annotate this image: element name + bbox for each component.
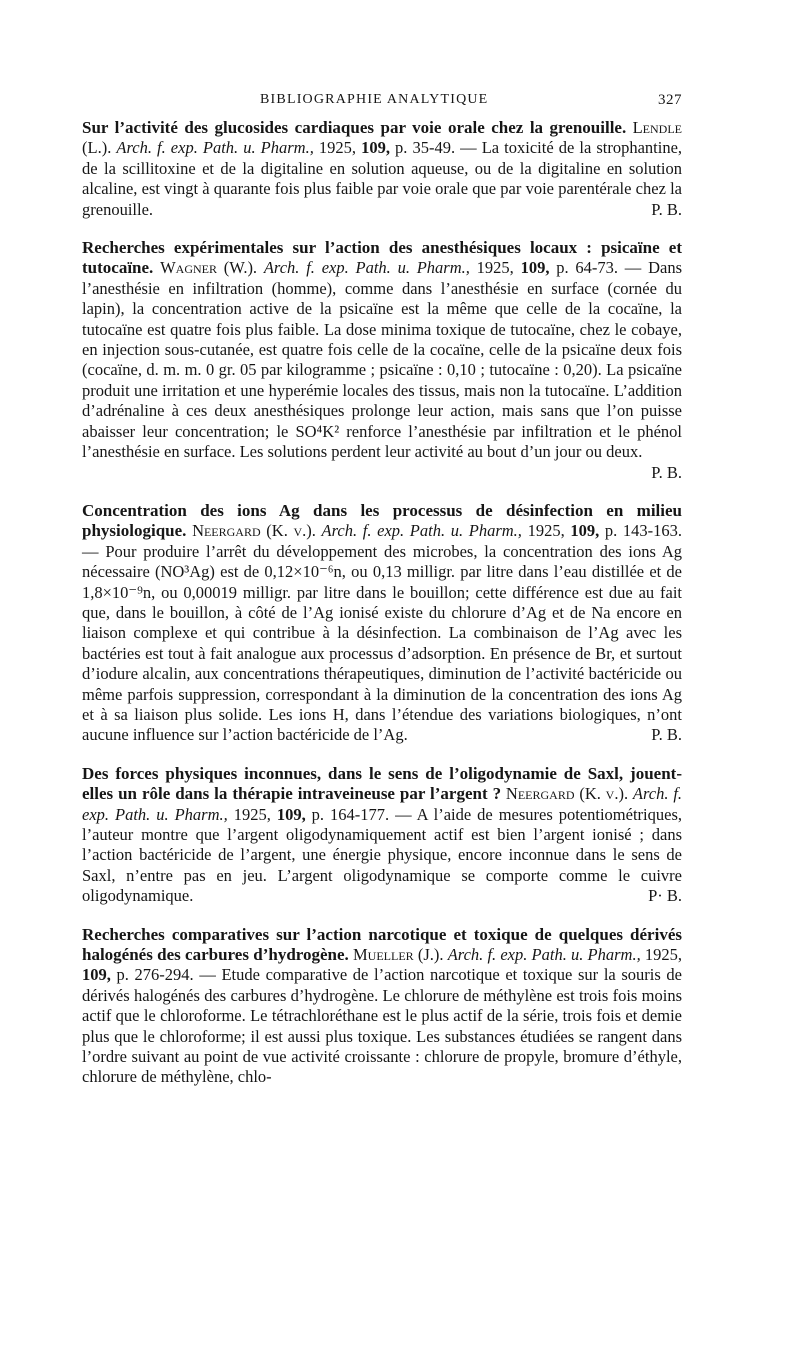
entry-journal: Arch. f. exp. Path. u. Pharm.,: [447, 945, 641, 965]
entry-author: Lendle (L.).: [82, 118, 682, 158]
entry-year: 1925,: [527, 521, 565, 541]
entry-body: — Pour produire l’arrêt du développement des microbes, la concentration des ions Ag nécessaire (NO³Ag) est de 0,12×10⁻⁶n, ou 0,13 milligr. par litre dans l’eau distillée et de 1,8×10⁻⁹n, ou 0,00019 milligr. par litre dans le bouillon; cette différence est due au fait que, dans le bouillon, à côté de l’Ag ionisé existe du chlorure d’Ag et de Na encore en liaison complexe et qui contribue à la désinfection. La combinaison de l’Ag avec les bactéries est tout à fait analogue aux processus d’adsorption. En présence de Br, et surtout d’iodure alcalin, aux concentrations thérapeutiques, diminution de l’activité bactéricide ou même parfois suppression, correspondant à la diminution de la concentration des ions Ag et à sa liaison plus solide. Les ions H, dans l’étendue des variations biologiques, n’ont aucune influence sur l’action bactéricide de l’Ag.: [82, 541, 682, 745]
entry-journal: Arch. f. exp. Path. u. Pharm.,: [321, 521, 522, 541]
entry-signature: P. B.: [651, 725, 682, 745]
entry-pages: p. 143-163.: [604, 521, 683, 541]
entry-year: 1925,: [233, 804, 271, 824]
running-head: [82, 92, 682, 118]
entry-title: Concentration des ions Ag dans les processus de désinfection en milieu physiologique.: [82, 500, 682, 541]
entry-pages: p. 64-73.: [556, 258, 619, 278]
entry-title: Recherches comparatives sur l’action narcotique et toxique de quelques dérivés halogénés des carbures d’hydrogène.: [82, 924, 682, 965]
entry-year: 1925,: [318, 138, 357, 158]
entry-volume: 109,: [520, 258, 550, 278]
entry-journal: Arch. f. exp. Path. u. Pharm.,: [116, 138, 314, 158]
abstract-entry-5: [82, 925, 682, 1088]
entry-title: Recherches expérimentales sur l’action des anesthésiques locaux : psicaïne et tutocaïne.: [82, 238, 682, 278]
abstract-entry-4: [82, 764, 682, 907]
abstract-entry-3: [82, 501, 682, 746]
entry-title: Des forces physiques inconnues, dans le sens de l’oligodynamie de Saxl, jouent-elles un rôle dans la thérapie intraveineuse par l’argent ?: [82, 763, 682, 804]
entry-body: — Etude comparative de l’action narcotique et toxique sur la souris de dérivés halogénés des carbures d’hydrogène. Le chlorure de méthylène est trois fois moins actif que le chloroforme. Le tétrachloréthane est le plus actif de la série, trois fois et demie plus que le chloroforme; il est aussi plus toxique. Les substances étudiées se rangent dans l’ordre suivant au point de vue activité croissante : chlorure de propyle, bromure d’éthyle, chlorure de méthylène, chlo-: [82, 965, 683, 1087]
entry-body: — La toxicité de la strophantine, de la scillitoxine et de la digitaline en solution aqueuse, ou de la digitaline en solution alcaline, est vingt à quarante fois plus faible par voie orale que par voie parentérale chez la grenouille.: [82, 138, 683, 219]
entry-signature: P. B.: [651, 199, 682, 219]
entry-journal: Arch. f. exp. Path. u. Pharm.,: [263, 258, 470, 278]
entry-body: — Dans l’anesthésie en infiltration (homme), comme dans l’anesthésie en surface (cornée du lapin), la concentration active de la psicaïne est la même que celle de la cocaïne, la tutocaïne est quatre fois plus faible. La dose minima toxique de tutocaïne, chez le cobaye, en injection sous-cutanée, est quatre fois celle de la cocaïne, celle de la psicaïne deux fois (cocaïne, d. m. m. 0 gr. 05 par kilogramme ; psicaïne : 0,10 ; tutocaïne : 0,20). La psicaïne produit une irritation et une hyperémie locales des tissus, mais non la tutocaïne. L’addition d’adrénaline à ces deux anesthésiques prolonge leur action, mais sans que l’on puisse abaisser leur concentration; le SO⁴K² renforce l’anesthésie par infiltration et le phénol l’anesthésie en surface. Les solutions perdent leur activité au bout d’un jour ou deux.: [82, 258, 682, 462]
entry-volume: 109,: [361, 138, 390, 158]
entry-author: Wagner (W.).: [160, 258, 258, 278]
abstract-entry-1: [82, 118, 682, 220]
running-title: BIBLIOGRAPHIE ANALYTIQUE: [260, 92, 489, 107]
entry-author: Neergard (K. v.).: [505, 784, 629, 804]
entry-journal: Arch. f. exp. Path. u. Pharm.,: [82, 784, 683, 824]
entry-volume: 109,: [570, 521, 600, 541]
entry-signature: P. B.: [651, 462, 682, 482]
entry-author: Neergard (K. v.).: [192, 521, 316, 541]
entry-volume: 109,: [82, 965, 111, 985]
page: [82, 92, 682, 1106]
entry-pages: p. 35-49.: [395, 138, 456, 158]
entry-author: Mueller (J.).: [353, 945, 444, 965]
entry-signature: P· B.: [648, 886, 682, 906]
entry-pages: p. 164-177.: [311, 804, 390, 824]
entry-year: 1925,: [644, 945, 683, 965]
entry-pages: p. 276-294.: [116, 965, 194, 985]
entry-title: Sur l’activité des glucosides cardiaques par voie orale chez la grenouille.: [82, 118, 627, 137]
abstract-entry-2: [82, 238, 682, 483]
entry-body: — A l’aide de mesures potentiométriques, l’auteur montre que l’argent oligodynamiquement actif est bien l’argent ionisé ; dans l’action bactéricide de l’argent, une énergie physique, encore inconnue dans le sens de Saxl, n’entre pas en jeu. L’argent oligodynamique se comporte comme le cuivre oligodynamique.: [82, 804, 682, 906]
entry-volume: 109,: [276, 804, 306, 824]
page-number: 327: [658, 92, 682, 108]
entry-year: 1925,: [476, 258, 514, 278]
